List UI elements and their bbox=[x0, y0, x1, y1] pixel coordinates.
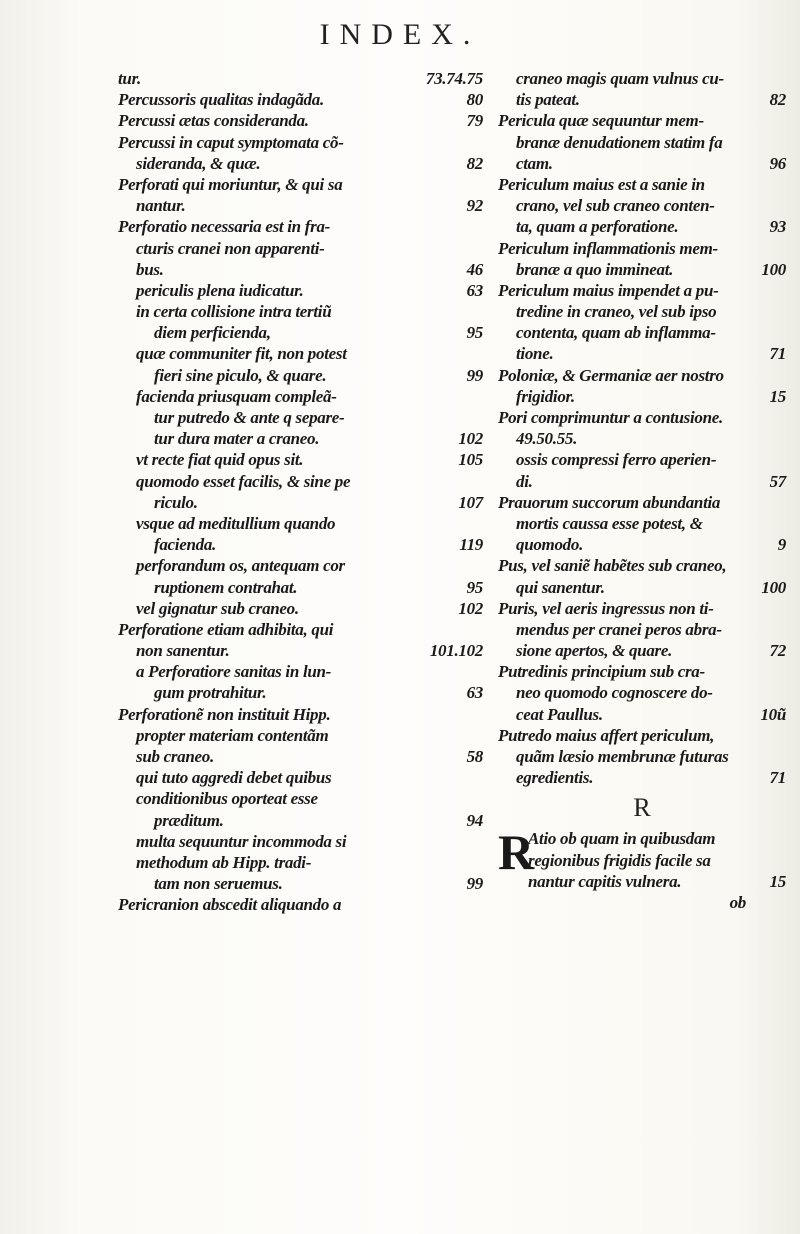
entry-text: craneo magis quam vulnus cu- bbox=[516, 69, 724, 88]
index-entry-line bbox=[118, 831, 483, 852]
index-entry-line bbox=[498, 110, 786, 131]
entry-text: facienda. bbox=[154, 535, 216, 555]
entry-text: methodum ab Hipp. tradi- bbox=[136, 852, 312, 872]
entry-text: crano, vel sub craneo conten- bbox=[516, 196, 715, 216]
entry-text: diem perficienda, bbox=[154, 323, 271, 343]
entry-page-ref: 93 bbox=[769, 217, 786, 237]
index-entry-line bbox=[498, 682, 786, 703]
entry-page-ref bbox=[477, 894, 483, 915]
entry-text: Pus, vel saniẽ habẽtes sub craneo, bbox=[498, 556, 727, 576]
entry-page-ref: 72 bbox=[769, 641, 786, 661]
entry-text: gum protrahitur. bbox=[154, 683, 267, 703]
catchword: ob bbox=[729, 892, 746, 912]
index-entry-line bbox=[118, 89, 483, 110]
index-entry-line bbox=[118, 216, 483, 237]
entry-page-ref: 102 bbox=[458, 598, 483, 618]
index-entry-line bbox=[118, 640, 483, 661]
entry-text: 49.50.55. bbox=[516, 429, 578, 449]
entry-text: Periculum maius est a sanie in bbox=[498, 174, 705, 194]
entry-text: Percussoris qualitas indagãda. bbox=[118, 90, 324, 110]
entry-text: sideranda, & quæ. bbox=[136, 153, 261, 173]
index-entry-line bbox=[498, 280, 786, 301]
index-entry-line bbox=[498, 767, 786, 788]
entry-text: tur putredo & ante q separe- bbox=[154, 408, 345, 427]
entry-text: ruptionem contrahat. bbox=[154, 577, 298, 597]
entry-page-ref: 46 bbox=[466, 259, 483, 279]
index-entry-line bbox=[118, 386, 483, 407]
entry-page-ref bbox=[477, 725, 483, 746]
index-column-right bbox=[498, 68, 786, 913]
entry-page-ref bbox=[477, 852, 483, 873]
entry-text: Putredo maius affert periculum, bbox=[498, 725, 715, 745]
entry-page-ref: 57 bbox=[769, 471, 786, 491]
entry-page-ref bbox=[477, 174, 483, 195]
index-entry-line bbox=[498, 871, 786, 892]
index-entry-line bbox=[498, 216, 786, 237]
entry-text: Pericula quæ sequuntur mem- bbox=[498, 111, 704, 131]
entry-text: qui sanentur. bbox=[516, 577, 605, 597]
entry-text: di. bbox=[516, 471, 533, 491]
entry-page-ref bbox=[477, 132, 483, 153]
index-entry-line bbox=[498, 195, 786, 216]
entry-text: facienda priusquam compleã- bbox=[136, 386, 337, 406]
entry-page-ref bbox=[477, 831, 483, 852]
index-entry-line bbox=[498, 725, 786, 746]
index-entry-line bbox=[498, 343, 786, 364]
entry-text: præditum. bbox=[154, 810, 224, 830]
entry-text: propter materiam contentãm bbox=[136, 725, 329, 745]
entry-page-ref bbox=[780, 195, 786, 216]
running-head: INDEX. bbox=[319, 18, 481, 51]
entry-text: tam non seruemus. bbox=[154, 874, 283, 894]
entry-text: tis pateat. bbox=[516, 90, 580, 110]
index-entry-line bbox=[498, 704, 786, 725]
index-entry-line bbox=[498, 89, 786, 110]
index-entry-line bbox=[118, 534, 483, 555]
entry-page-ref bbox=[780, 449, 786, 470]
entry-text: mortis caussa esse potest, & bbox=[516, 513, 703, 533]
entry-page-ref: 100 bbox=[761, 259, 786, 279]
index-entry-line bbox=[498, 449, 786, 470]
entry-page-ref bbox=[477, 661, 483, 682]
entry-page-ref: 102 bbox=[458, 429, 483, 449]
index-entry-line bbox=[118, 407, 483, 428]
index-entry-line bbox=[118, 449, 483, 470]
index-entry-line bbox=[118, 577, 483, 598]
entry-text: sub craneo. bbox=[136, 747, 214, 766]
index-entry-line bbox=[118, 492, 483, 513]
entry-text: vt recte fiat quid opus sit. bbox=[136, 450, 304, 470]
index-entry-line bbox=[498, 322, 786, 343]
index-entry-line bbox=[118, 259, 483, 280]
index-entry-line bbox=[498, 174, 786, 195]
entry-page-ref: 95 bbox=[466, 577, 483, 597]
entry-page-ref bbox=[477, 513, 483, 534]
index-entry-line bbox=[498, 746, 786, 767]
index-entry-line bbox=[118, 280, 483, 301]
entry-page-ref: 119 bbox=[459, 535, 483, 555]
entry-page-ref bbox=[780, 174, 786, 195]
entry-text: Perforati qui moriuntur, & qui sa bbox=[118, 174, 343, 194]
entry-page-ref bbox=[477, 216, 483, 237]
index-entry-line bbox=[118, 301, 483, 322]
entry-text: ctam. bbox=[516, 153, 553, 173]
index-entry-line bbox=[498, 386, 786, 407]
index-entry-line bbox=[118, 513, 483, 534]
index-entry-line bbox=[498, 661, 786, 682]
index-entry-line bbox=[118, 471, 483, 492]
entry-text: vsque ad meditullium quando bbox=[136, 513, 336, 533]
entry-text: ta, quam a perforatione. bbox=[516, 217, 679, 237]
entry-page-ref: 9 bbox=[777, 535, 786, 555]
index-entry-line bbox=[118, 238, 483, 259]
index-entry-line bbox=[118, 598, 483, 619]
entry-page-ref bbox=[477, 704, 483, 725]
entry-text: frigidior. bbox=[516, 386, 575, 406]
entry-page-ref: 63 bbox=[466, 683, 483, 703]
entry-page-ref bbox=[477, 238, 483, 259]
entry-page-ref bbox=[780, 619, 786, 640]
index-entry-line bbox=[118, 68, 483, 89]
entry-text: nantur. bbox=[136, 196, 186, 216]
index-entry-line bbox=[118, 365, 483, 386]
entry-page-ref bbox=[477, 343, 483, 364]
drop-cap: R bbox=[498, 824, 534, 881]
index-entry-line bbox=[498, 555, 786, 576]
index-entry-line bbox=[118, 873, 483, 894]
entry-page-ref: 101.102 bbox=[429, 641, 483, 661]
entry-text: ossis compressi ferro aperien- bbox=[516, 450, 717, 470]
index-entry-line bbox=[118, 153, 483, 174]
entry-text: multa sequuntur incommoda si bbox=[136, 831, 347, 851]
index-entry-line bbox=[498, 471, 786, 492]
index-entry-line bbox=[498, 132, 786, 153]
entry-page-ref: 92 bbox=[466, 196, 483, 216]
entry-text: ceat Paullus. bbox=[516, 704, 603, 724]
entry-text: cturis cranei non apparenti- bbox=[136, 238, 325, 258]
entry-page-ref bbox=[780, 828, 786, 849]
entry-page-ref: 94 bbox=[466, 810, 483, 830]
index-entry-line bbox=[498, 301, 786, 322]
entry-text: regionibus frigidis facile sa bbox=[528, 850, 711, 870]
entry-text: sione apertos, & quare. bbox=[516, 641, 673, 661]
entry-page-ref bbox=[780, 513, 786, 534]
entry-text: conditionibus oporteat esse bbox=[136, 789, 318, 809]
entry-text: quomodo esset facilis, & sine pe bbox=[136, 471, 351, 491]
index-entry-line bbox=[118, 810, 483, 831]
index-entry-line bbox=[118, 704, 483, 725]
entry-page-ref: 82 bbox=[769, 90, 786, 110]
entry-text: mendus per cranei peros abra- bbox=[516, 619, 722, 639]
index-entry-line bbox=[498, 428, 786, 449]
entry-text: periculis plena iudicatur. bbox=[136, 280, 304, 300]
entry-text: Periculum inflammationis mem- bbox=[498, 238, 718, 258]
entry-page-ref bbox=[780, 301, 786, 322]
entry-text: quæ communiter fit, non potest bbox=[136, 344, 347, 364]
entry-page-ref bbox=[477, 386, 483, 407]
entry-page-ref bbox=[780, 598, 786, 619]
entry-page-ref: 96 bbox=[769, 153, 786, 173]
entry-page-ref bbox=[780, 407, 786, 428]
index-entry-line bbox=[498, 640, 786, 661]
index-entry-line bbox=[498, 850, 786, 871]
entry-page-ref bbox=[780, 280, 786, 301]
index-entry-line bbox=[118, 661, 483, 682]
entry-page-ref bbox=[780, 365, 786, 386]
entry-text: tur. bbox=[118, 69, 141, 88]
entry-page-ref: 73.74.75 bbox=[425, 69, 483, 88]
index-entry-line bbox=[498, 153, 786, 174]
entry-text: in certa collisione intra tertiũ bbox=[136, 302, 332, 322]
index-entry-line bbox=[118, 132, 483, 153]
entry-page-ref: 99 bbox=[466, 365, 483, 385]
entry-text: non sanentur. bbox=[136, 641, 230, 661]
entry-text: Poloniæ, & Germaniæ aer nostro bbox=[498, 365, 724, 385]
index-column-left bbox=[118, 68, 483, 916]
entry-page-ref bbox=[477, 407, 483, 428]
index-entry-line bbox=[498, 619, 786, 640]
entry-text: Putredinis principium sub cra- bbox=[498, 662, 705, 682]
index-entry-line bbox=[118, 852, 483, 873]
entry-page-ref: 80 bbox=[466, 90, 483, 110]
entry-text: quomodo. bbox=[516, 535, 584, 555]
index-entry-line bbox=[118, 725, 483, 746]
entry-page-ref bbox=[780, 555, 786, 576]
entry-page-ref bbox=[780, 428, 786, 449]
index-entry-line bbox=[498, 365, 786, 386]
entry-text: vel gignatur sub craneo. bbox=[136, 598, 299, 618]
entry-text: egredientis. bbox=[516, 768, 594, 788]
entry-page-ref: 71 bbox=[769, 768, 786, 788]
entry-page-ref bbox=[780, 725, 786, 746]
index-entry-line bbox=[118, 767, 483, 788]
entry-text: tur dura mater a craneo. bbox=[154, 429, 320, 449]
entry-page-ref bbox=[780, 322, 786, 343]
entry-page-ref: 95 bbox=[466, 323, 483, 343]
entry-page-ref bbox=[780, 492, 786, 513]
entry-text: Pori comprimuntur a contusione. bbox=[498, 408, 723, 427]
entry-page-ref bbox=[477, 788, 483, 809]
entry-page-ref: 10ũ bbox=[760, 704, 786, 724]
entry-text: branæ a quo immineat. bbox=[516, 259, 674, 279]
entry-page-ref bbox=[780, 132, 786, 153]
entry-text: bus. bbox=[136, 259, 164, 279]
entry-text: perforandum os, antequam cor bbox=[136, 556, 345, 576]
entry-page-ref: 105 bbox=[458, 450, 483, 470]
entry-page-ref: 71 bbox=[769, 344, 786, 364]
entry-page-ref: 63 bbox=[466, 280, 483, 300]
entry-page-ref: 100 bbox=[761, 577, 786, 597]
entry-page-ref: 15 bbox=[769, 386, 786, 406]
entry-text: tione. bbox=[516, 344, 554, 364]
index-entry-line bbox=[118, 682, 483, 703]
entry-text: Puris, vel aeris ingressus non ti- bbox=[498, 598, 714, 618]
index-entry-line bbox=[498, 68, 786, 89]
entry-page-ref: 79 bbox=[466, 111, 483, 131]
index-entry-line bbox=[118, 619, 483, 640]
entry-text: Perforationẽ non instituit Hipp. bbox=[118, 704, 331, 724]
index-entry-line bbox=[118, 746, 483, 767]
entry-page-ref bbox=[780, 110, 786, 131]
index-entry-line bbox=[118, 110, 483, 131]
index-entry-line bbox=[498, 513, 786, 534]
entry-text: fieri sine piculo, & quare. bbox=[154, 365, 327, 385]
entry-text: Periculum maius impendet a pu- bbox=[498, 280, 719, 300]
entry-text: branæ denudationem statim fa bbox=[516, 132, 723, 152]
entry-text: Percussi in caput symptomata cõ- bbox=[118, 132, 344, 152]
entry-page-ref bbox=[477, 619, 483, 640]
entry-text: Pericranion abscedit aliquando a bbox=[118, 895, 342, 915]
entry-text: nantur capitis vulnera. bbox=[528, 871, 682, 891]
entry-page-ref: 107 bbox=[458, 492, 483, 512]
index-entry-line bbox=[498, 598, 786, 619]
entry-page-ref bbox=[780, 850, 786, 871]
entry-text: neo quomodo cognoscere do- bbox=[516, 683, 713, 703]
entry-page-ref bbox=[477, 301, 483, 322]
index-entry-line bbox=[118, 343, 483, 364]
index-entry-line bbox=[118, 174, 483, 195]
entry-page-ref bbox=[477, 767, 483, 788]
index-entry-line bbox=[118, 195, 483, 216]
index-entries-p bbox=[498, 68, 786, 788]
entry-page-ref bbox=[780, 661, 786, 682]
entry-text: riculo. bbox=[154, 492, 198, 512]
index-entry-line bbox=[118, 788, 483, 809]
entry-page-ref bbox=[780, 68, 786, 89]
entry-page-ref: 58 bbox=[466, 747, 483, 766]
entry-text: Atio ob quam in quibusdam bbox=[528, 829, 716, 849]
index-entry-line bbox=[498, 534, 786, 555]
entry-text: Percussi ætas consideranda. bbox=[118, 111, 309, 131]
index-entry-line bbox=[498, 259, 786, 280]
index-entry-line bbox=[118, 428, 483, 449]
index-entries-r bbox=[498, 824, 786, 892]
entry-page-ref bbox=[780, 746, 786, 767]
section-letter-r: R bbox=[633, 793, 651, 823]
entry-page-ref: 82 bbox=[466, 153, 483, 173]
entry-text: qui tuto aggredi debet quibus bbox=[136, 768, 332, 788]
entry-text: tredine in craneo, vel sub ipso bbox=[516, 302, 717, 322]
entry-text: Prauorum succorum abundantia bbox=[498, 492, 721, 512]
index-entry-line bbox=[118, 555, 483, 576]
index-entry-line bbox=[498, 577, 786, 598]
entry-text: contenta, quam ab inflamma- bbox=[516, 323, 716, 343]
entry-text: a Perforatiore sanitas in lun- bbox=[136, 662, 332, 682]
entry-page-ref bbox=[780, 682, 786, 703]
index-entry-line bbox=[498, 492, 786, 513]
index-entry-line bbox=[498, 407, 786, 428]
entry-page-ref: 99 bbox=[466, 874, 483, 894]
entry-page-ref bbox=[780, 238, 786, 259]
entry-text: Perforatio necessaria est in fra- bbox=[118, 217, 331, 237]
entry-text: quãm læsio membrunæ futuras bbox=[516, 747, 729, 766]
entry-text: Perforatione etiam adhibita, qui bbox=[118, 619, 334, 639]
entry-page-ref bbox=[477, 471, 483, 492]
entry-page-ref bbox=[477, 555, 483, 576]
index-entry-line bbox=[498, 238, 786, 259]
index-entry-line bbox=[118, 322, 483, 343]
entry-page-ref: 15 bbox=[769, 871, 786, 891]
index-entry-line bbox=[118, 894, 483, 915]
